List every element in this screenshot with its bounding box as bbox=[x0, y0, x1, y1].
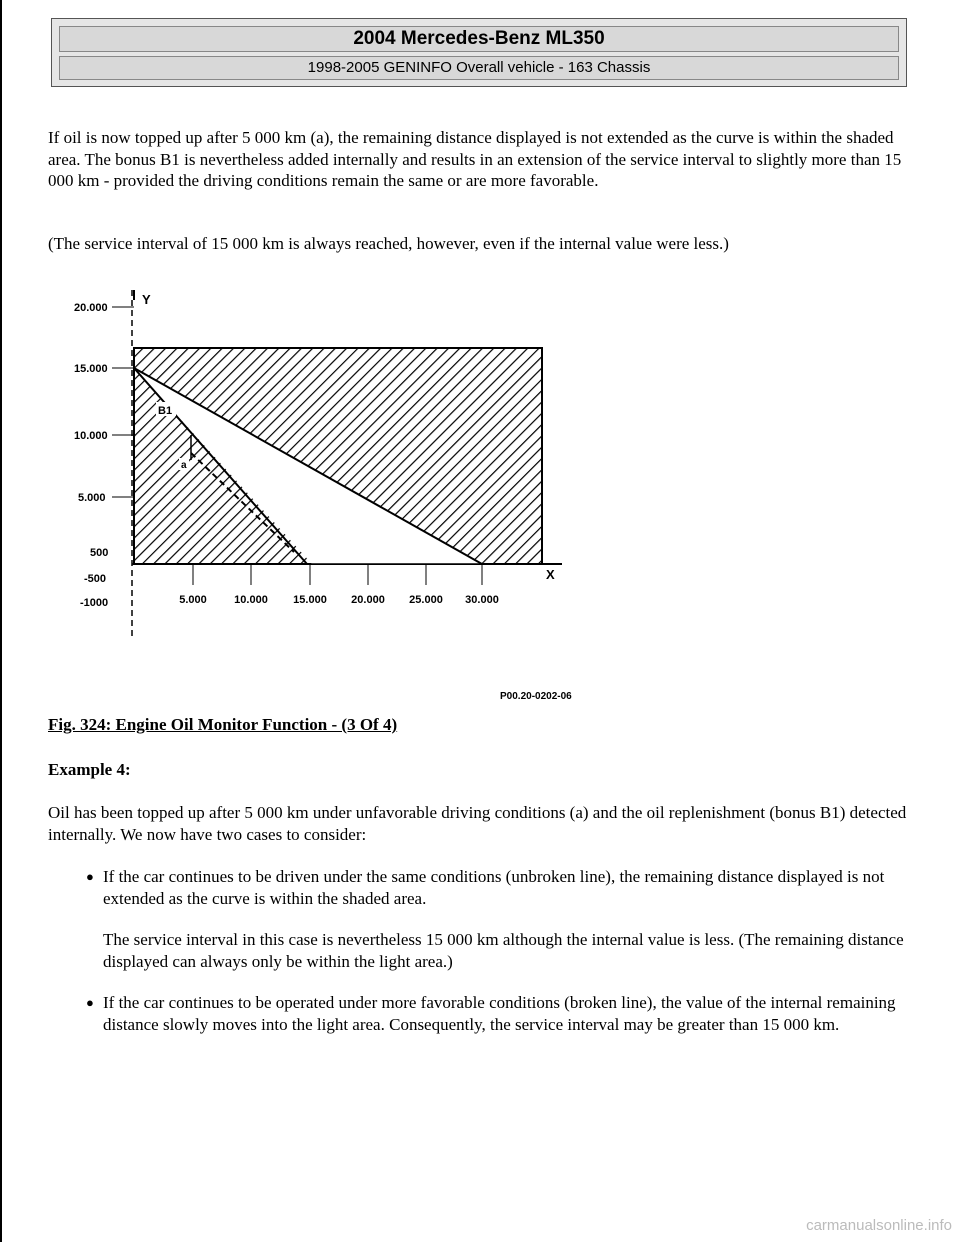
figure-code: P00.20-0202-06 bbox=[500, 691, 572, 702]
header-title: 2004 Mercedes-Benz ML350 bbox=[59, 26, 899, 52]
document-header bbox=[51, 18, 907, 87]
example-heading: Example 4: bbox=[48, 760, 131, 779]
x-axis-label: X bbox=[546, 567, 555, 582]
x-tick-label-30000: 30.000 bbox=[465, 594, 499, 606]
y-tick-label-10000: 10.000 bbox=[74, 430, 108, 442]
bullet-dot-icon: ● bbox=[86, 869, 94, 884]
x-tick-label-15000: 15.000 bbox=[293, 594, 327, 606]
header-subtitle: 1998-2005 GENINFO Overall vehicle - 163 Chassis bbox=[59, 56, 899, 80]
bullet-same-conditions-text: If the car continues to be driven under the same conditions (unbroken line), the remaining distance displayed is not extended as the curve is within the shaded area. bbox=[103, 867, 885, 908]
x-tick-label-10000: 10.000 bbox=[234, 594, 268, 606]
y-tick-label-5000: 5.000 bbox=[78, 492, 106, 504]
y-axis-label: Y bbox=[142, 292, 151, 307]
y-tick-label-15000: 15.000 bbox=[74, 363, 108, 375]
bullet-favorable-conditions bbox=[86, 992, 918, 1035]
y-tick-label-20000: 20.000 bbox=[74, 302, 108, 314]
bullet-dot-icon: ● bbox=[86, 995, 94, 1010]
bullet-same-conditions-note: The service interval in this case is nevertheless 15 000 km although the internal value is less. (The remaining distance displayed can always only be within the light area.) bbox=[103, 930, 904, 971]
oil-monitor-figure bbox=[62, 270, 602, 706]
paragraph-example-intro: Oil has been topped up after 5 000 km under unfavorable driving conditions (a) and the oil replenishment (bonus B1) detected internally. We now have two cases to consider: bbox=[48, 803, 907, 844]
bullet-favorable-conditions-text: If the car continues to be operated under more favorable conditions (broken line), the value of the internal remaining distance slowly moves into the light area. Consequently, the service interval may be greater than 15 000 km. bbox=[103, 993, 896, 1034]
point-label: a bbox=[181, 460, 187, 471]
x-tick-label-5000: 5.000 bbox=[179, 594, 207, 606]
watermark: carmanualsonline.info bbox=[806, 1217, 952, 1234]
y-tick-label-minus-500: -500 bbox=[84, 573, 107, 585]
x-tick-label-25000: 25.000 bbox=[409, 594, 443, 606]
paragraph-oil-topped-up: If oil is now topped up after 5 000 km (a), the remaining distance displayed is not extended as the curve is within the shaded area. The bonus B1 is nevertheless added internally and results in an extension of the service interval to slightly more than 15 000 km - provided the driving conditions remain the same or are more favorable. bbox=[48, 128, 902, 191]
page-left-rule bbox=[0, 0, 2, 1242]
y-tick-label-minus-1000: -1000 bbox=[80, 597, 109, 609]
x-tick-label-20000: 20.000 bbox=[351, 594, 385, 606]
y-tick-label-500: 500 bbox=[90, 547, 109, 559]
oil-monitor-diagram bbox=[62, 270, 602, 706]
bonus-label: B1 bbox=[158, 405, 173, 417]
paragraph-service-interval-note: (The service interval of 15 000 km is always reached, however, even if the internal value were less.) bbox=[48, 234, 729, 253]
bullet-same-conditions bbox=[86, 866, 918, 909]
figure-caption: Fig. 324: Engine Oil Monitor Function - (3 Of 4) bbox=[48, 715, 398, 734]
